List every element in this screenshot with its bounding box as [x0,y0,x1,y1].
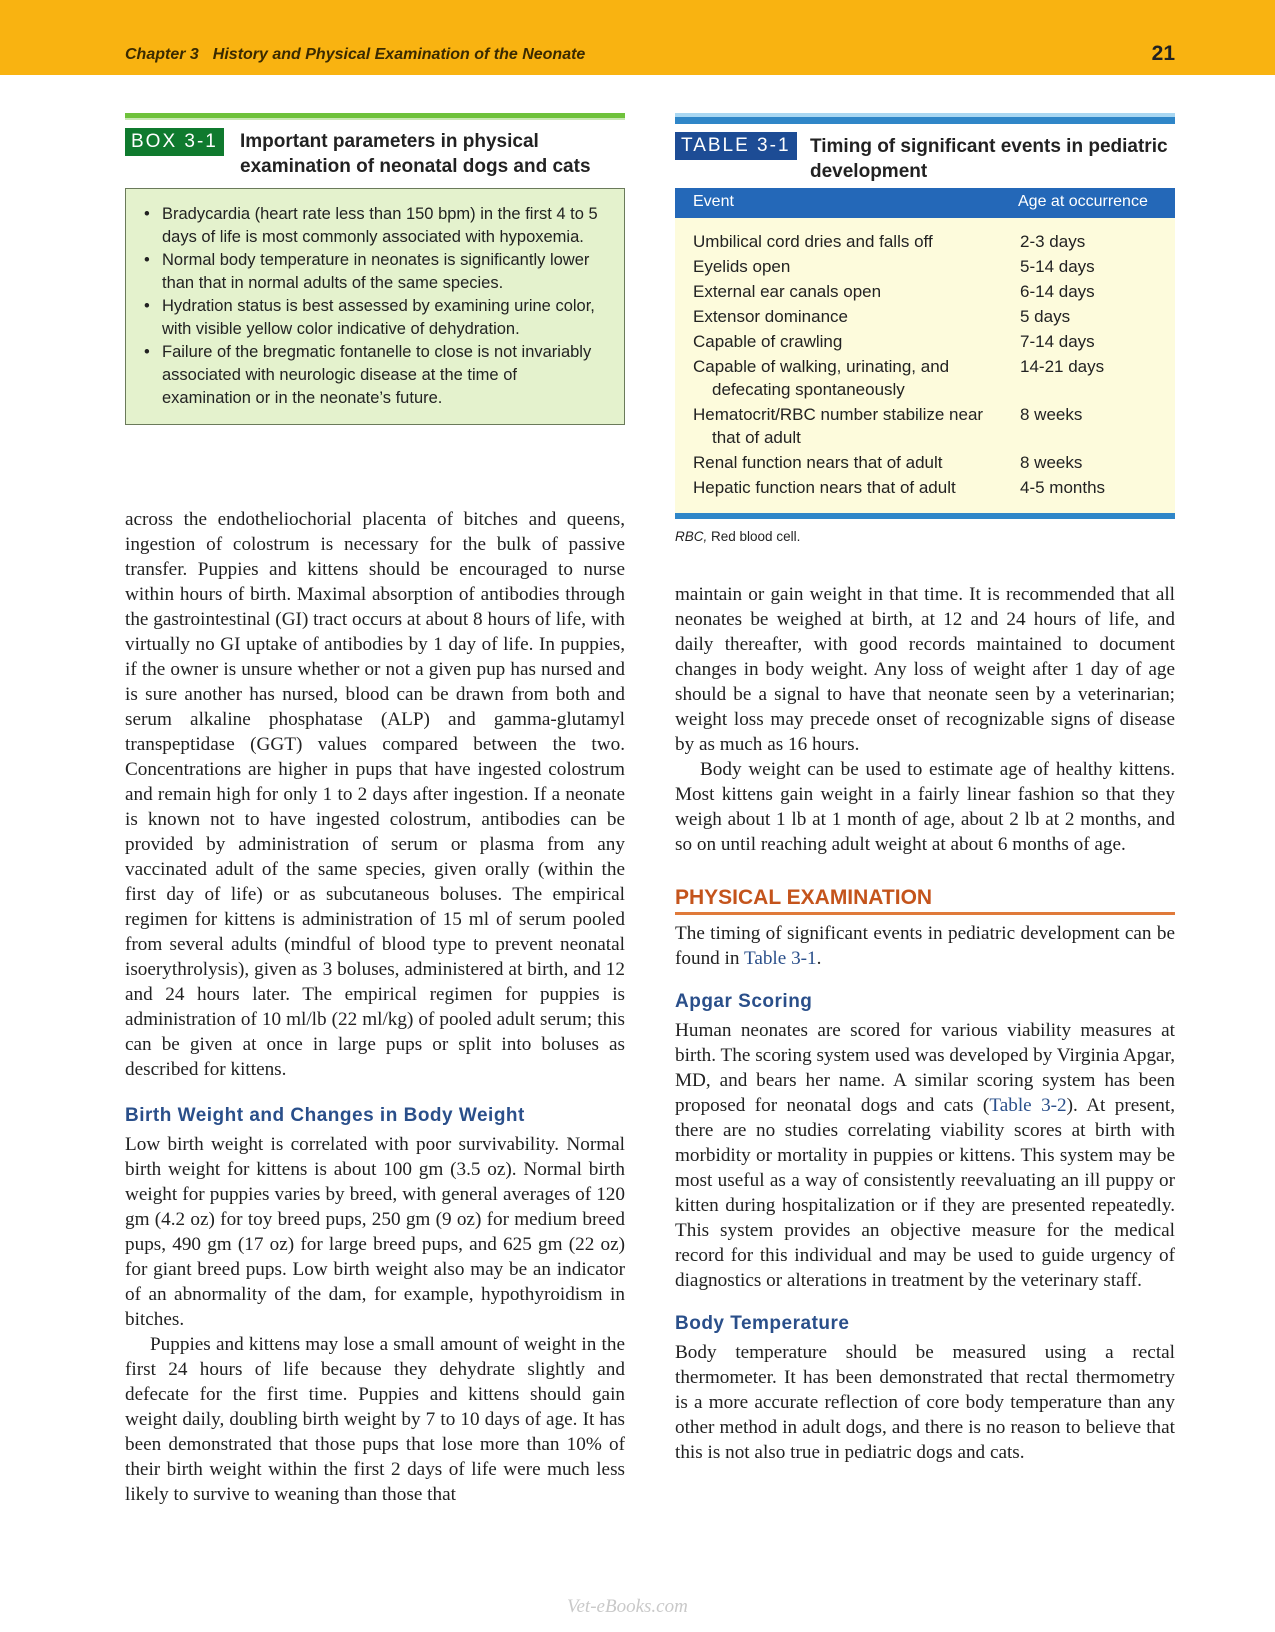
box-header [125,124,625,188]
table-row [675,255,1175,278]
paragraph: across the endotheliochorial placenta of bitches and queens, ingestion of colostrum is necessary for the bulk of passive transfer. Puppies and kittens should be encouraged to nurse within hours of birth. Maximal absorption of antibodies through the gastrointestinal (GI) tract occurs at about 8 hours of life, with virtually no GI uptake of antibodies by 1 day of life. In puppies, if the owner is unsure whether or not a given pup has nursed and is sure another has nursed, blood can be drawn from both and serum alkaline phosphatase (ALP) and gamma-glutamyl transpeptidase (GGT) values compared between the two. Concentrations are higher in pups that have ingested colostrum and remain high for only 1 to 2 days after ingestion. If a neonate is known not to have ingested colostrum, antibodies can be provided by administration of serum or plasma from any vaccinated adult of the same species, given orally (within the first day of life) or as subcutaneous boluses. The empirical regimen for kittens is administration of 15 ml of serum pooled from several adults (mindful of blood type to prevent neonatal isoerythrolysis), given as 3 boluses, administered at birth, and 12 and 24 hours later. The empirical regimen for puppies is administration of 10 ml/lb (22 ml/kg) of pooled adult serum; this can be given at once in large pups or split into boluses as described for kittens. [125,509,625,1080]
event-cell-continued: defecating spontaneously [712,380,905,399]
box-list [144,203,606,410]
event-cell: Hematocrit/RBC number stabilize near [693,405,984,424]
table-row [675,355,1175,401]
text: . [816,948,822,969]
table-3-1-link[interactable]: Table 3-1 [743,948,817,969]
table-row [675,451,1175,474]
text: ). At present, there are no studies correlating viability scores at birth with morbidity or mortality in puppies or kittens. This system may be most useful as a way of consistently reevaluating an ill puppy or kitten during hospitalization or if they are presented repeatedly. This system provides an objective measure for the medical record for this individual and may be used to guide urgency of diagnostics or alterations in treatment by the veterinary staff. [675,1095,1175,1291]
box-tag: BOX 3-1 [125,128,224,156]
event-cell: Hepatic function nears that of adult [693,478,956,497]
text: Human neonates are scored for various viability measures at birth. The scoring system used was developed by Virginia Apgar, MD, and bears her name. A similar scoring system has been proposed for neonatal dogs and cats ( [675,1020,1175,1116]
box-body [125,188,625,425]
section-heading-birth-weight: Birth Weight and Changes in Body Weight [125,1105,525,1126]
box-list-item: • Bradycardia (heart rate less than 150 bpm) in the first 4 to 5 days of life is most commonly associated with hypoxemia. [144,203,606,249]
event-cell: Eyelids open [693,257,791,276]
age-cell: 7-14 days [1020,332,1095,351]
table-footnote [675,529,1175,544]
age-cell: 6-14 days [1020,282,1095,301]
age-cell: 4-5 months [1020,478,1106,497]
table-title: Timing of significant events in pediatric development [810,136,1168,182]
paragraph: Puppies and kittens may lose a small amount of weight in the first 24 hours of life because they dehydrate slightly and defecate for the first time. Puppies and kittens should gain weight daily, doubling birth weight by 7 to 10 days of age. It has been demonstrated that those pups that lose more than 10% of their birth weight within the first 2 days of life were much less likely to survive to weaning than those that [125,1334,625,1505]
box-list-item: • Hydration status is best assessed by examining urine color, with visible yellow color indicative of dehydration. [144,295,606,341]
box-3-1 [125,113,625,425]
age-cell: 5 days [1020,307,1071,326]
paragraph [675,921,1175,971]
table-top-rule [675,113,1175,124]
table-body [675,218,1175,519]
age-cell: 2-3 days [1020,232,1086,251]
event-cell: External ear canals open [693,282,882,301]
text: The timing of significant events in pediatric development can be found in [675,923,1175,969]
box-list-item: • Failure of the bregmatic fontanelle to close is not invariably associated with neurologic disease at the time of examination or in the neonate’s future. [144,341,606,410]
section-heading-body-temperature: Body Temperature [675,1313,850,1334]
paragraph [675,1018,1175,1293]
age-cell: 14-21 days [1020,357,1105,376]
section-heading-physical-examination: PHYSICAL EXAMINATION [675,885,1175,915]
event-cell: Umbilical cord dries and falls off [693,232,933,251]
age-cell: 8 weeks [1020,405,1083,424]
event-cell: Renal function nears that of adult [693,453,943,472]
table-row [675,280,1175,303]
table-row [675,305,1175,328]
table-row [675,230,1175,253]
event-cell: Capable of walking, urinating, and [693,357,950,376]
table-3-2-link[interactable]: Table 3-2 [989,1095,1067,1116]
section-heading-apgar: Apgar Scoring [675,991,813,1012]
table-header [675,126,1175,188]
column-right [675,582,1175,1465]
age-cell: 5-14 days [1020,257,1095,276]
chapter-label: Chapter 3 [125,46,199,63]
table-tag: TABLE 3-1 [675,132,797,160]
table-row [675,476,1175,499]
column-left [125,507,625,1507]
box-list-item: • Normal body temperature in neonates is significantly lower than that in normal adults of the same species. [144,249,606,295]
column-event: Event [693,193,734,210]
table-row [675,403,1175,449]
age-cell: 8 weeks [1020,453,1083,472]
paragraph: Body temperature should be measured using a rectal thermometer. It has been demonstrated that rectal thermometry is a more accurate reflection of core body temperature than any other method in adult dogs, and there is no reason to believe that this is not also true in pediatric dogs and cats. [675,1342,1175,1463]
event-cell-continued: that of adult [712,428,801,447]
box-top-rule [125,113,625,120]
paragraph: maintain or gain weight in that time. It is recommended that all neonates be weighed at birth, at 12 and 24 hours of life, and daily thereafter, with good records maintained to document changes in body weight. Any loss of weight after 1 day of age should be a signal to have that neonate seen by a veterinarian; weight loss may precede onset of recognizable signs of disease by as much as 16 hours. [675,584,1175,755]
footnote-text: Red blood cell. [707,529,801,544]
page-header [0,0,1275,75]
chapter-title: History and Physical Examination of the Neonate [212,46,586,63]
event-cell: Capable of crawling [693,332,843,351]
box-title: Important parameters in physical examination of neonatal dogs and cats [240,131,591,177]
table-3-1 [675,113,1175,544]
paragraph: Body weight can be used to estimate age of healthy kittens. Most kittens gain weight in a fairly linear fashion so that they weigh about 1 lb at 1 month of age, about 2 lb at 2 months, and so on until reaching adult weight at about 6 months of age. [675,759,1175,855]
footnote-abbr: RBC, [675,529,708,544]
running-head [125,46,585,64]
event-cell: Extensor dominance [693,307,848,326]
table-row [675,330,1175,353]
column-age: Age at occurrence [1018,193,1148,210]
table-column-header [675,188,1175,218]
page-number: 21 [1151,42,1175,65]
watermark: Vet-eBooks.com [567,1596,688,1617]
paragraph: Low birth weight is correlated with poor survivability. Normal birth weight for kittens is about 100 gm (3.5 oz). Normal birth weight for puppies varies by breed, with general averages of 120 gm (4.2 oz) for toy breed pups, 250 gm (9 oz) for medium breed pups, 490 gm (17 oz) for large breed pups, and 625 gm (22 oz) for giant breed pups. Low birth weight also may be an indicator of an abnormality of the dam, for example, hypothyroidism in bitches. [125,1134,625,1330]
